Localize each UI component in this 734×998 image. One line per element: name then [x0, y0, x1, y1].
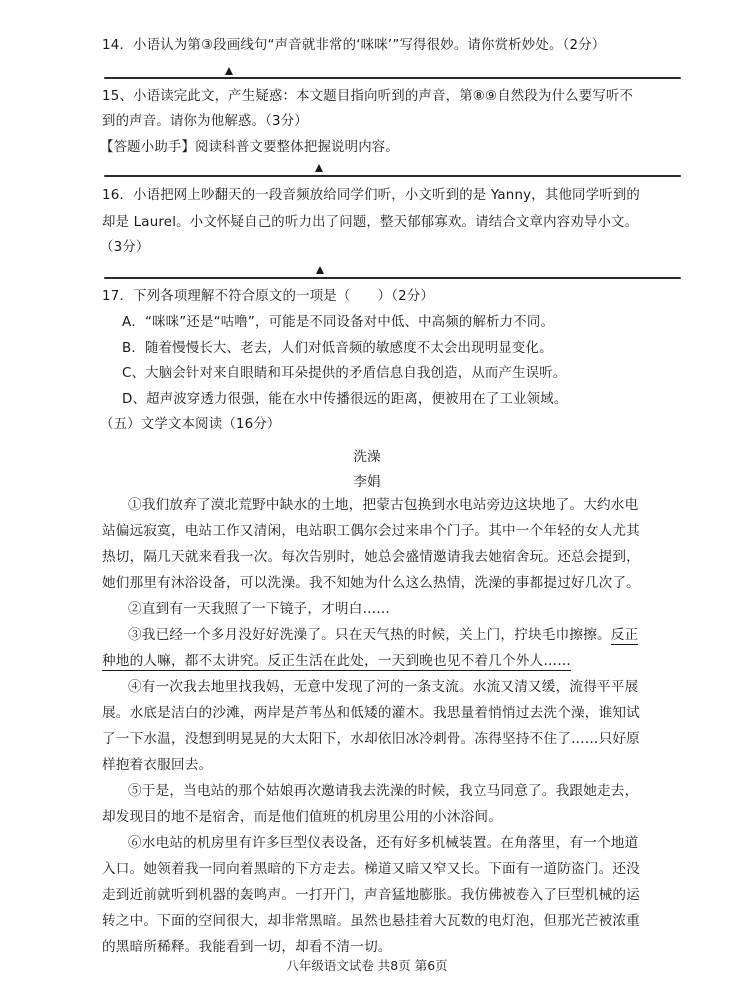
- question-16-line-1: 16．小语把网上吵翻天的一段音频放给同学们听，小文听到的是 Yanny，其他同学听到的: [102, 188, 641, 203]
- question-14: 14．小语认为第③段画线句“声音就非常的‘咪咪’”写得很妙。请你赏析妙处。（2分）: [102, 38, 606, 53]
- paragraph-1-line: ①我们放弃了漠北荒野中缺水的土地，把蒙古包换到水电站旁边这块地了。大约水电: [128, 497, 639, 513]
- option-a: A．“咪咪”还是“咕噜”，可能是不同设备对中低、中高频的解析力不同。: [122, 315, 555, 330]
- question-16-line-3: （3分）: [100, 240, 150, 255]
- answer-line-14: [104, 77, 681, 79]
- paragraph-2-line: ②直到有一天我照了一下镜子，才明白……: [128, 601, 391, 617]
- paragraph-4-line: 了一下水温，没想到明晃晃的大太阳下，水却依旧冰冷刺骨。冻得坚持不住了……只好原: [102, 731, 640, 747]
- question-15-line-1: 15、小语读完此文，产生疑惑：本文题目指向听到的声音，第⑧⑨自然段为什么要写听不: [102, 89, 634, 104]
- answer-line-16: [104, 277, 681, 279]
- paragraph-3-line: [128, 625, 638, 645]
- paragraph-4-line: 样抱着衣服回去。: [102, 757, 213, 773]
- paragraph-6-line: ⑥水电站的机房里有许多巨型仪表设备，还有好多机械装置。在角落里，有一个地道: [128, 835, 639, 851]
- paragraph-5-line: ⑤于是，当电站的那个姑娘再次邀请我去洗澡的时候，我立马同意了。我跟她走去，: [128, 783, 639, 799]
- article-title: 洗澡: [353, 449, 381, 465]
- answer-hint: 【答题小助手】阅读科普文要整体把握说明内容。: [100, 140, 399, 155]
- section-heading: （五）文学文本阅读（16分）: [100, 417, 281, 432]
- paragraph-3-text: ③我已经一个多月没好好洗澡了。只在天气热的时候，关上门，拧块毛巾擦擦。: [128, 627, 611, 643]
- answer-line-15: [104, 175, 681, 177]
- paragraph-4-line: 展。水底是洁白的沙滩，两岸是芦苇丛和低矮的灌木。我思量着悄悄过去洗个澡，谁知试: [102, 705, 640, 721]
- option-d: D、超声波穿透力很强，能在水中传播很远的距离，便被用在了工业领域。: [122, 392, 568, 407]
- paragraph-1-line: 热切，隔几天就来看我一次。每次告别时，她总会盛情邀请我去她宿舍玩。还总会提到，: [102, 549, 640, 565]
- paragraph-4-line: ④有一次我去地里找我妈，无意中发现了河的一条支流。水流又清又缓，流得平平展: [128, 679, 639, 695]
- paragraph-6-line: 走到近前就听到机器的轰鸣声。一打开门，声音猛地膨胀。我仿佛被卷入了巨型机械的运: [102, 887, 640, 903]
- option-b: B．随着慢慢长大、老去，人们对低音频的敏感度不太会出现明显变化。: [122, 341, 553, 356]
- paragraph-5-line: 却发现目的地不是宿舍，而是他们值班的机房里公用的小沐浴间。: [102, 809, 503, 825]
- paragraph-6-line: 的黑暗所稀释。我能看到一切，却看不清一切。: [102, 939, 392, 955]
- paragraph-3-line: [102, 651, 571, 671]
- option-c: C、大脑会针对来自眼睛和耳朵提供的矛盾信息自我创造，从而产生误听。: [122, 366, 567, 381]
- paragraph-6-line: 转之中。下面的空间很大，却非常黑暗。虽然也悬挂着大瓦数的电灯泡，但那光芒被浓重: [102, 913, 640, 929]
- question-16-line-2: 却是 Laurel。小文怀疑自己的听力出了问题，整天郁郁寡欢。请结合文章内容劝导小文。: [102, 215, 639, 230]
- question-17-stem: 17．下列各项理解不符合原文的一项是（ ）（2分）: [102, 289, 435, 304]
- paragraph-1-line: 她们那里有沐浴设备，可以洗澡。我不知她为什么这么热情，洗澡的事都提过好几次了。: [102, 575, 640, 591]
- underlined-sentence: 种地的人嘛，都不太讲究。反正生活在此处，一天到晚也见不着几个外人……: [102, 653, 571, 669]
- page-footer: 八年级语文试卷 共8页 第6页: [286, 958, 448, 973]
- article-author: 李娟: [353, 474, 381, 490]
- paragraph-1-line: 站偏远寂寞，电站工作又清闲，电站职工偶尔会过来串个门子。其中一个年轻的女人尤其: [102, 523, 640, 539]
- answer-marker-icon: [315, 164, 323, 172]
- paragraph-6-line: 入口。她领着我一同向着黑暗的下方走去。梯道又暗又窄又长。下面有一道防盗门。还没: [102, 861, 640, 877]
- question-15-line-2: 到的声音。请你为他解惑。（3分）: [102, 114, 308, 129]
- answer-marker-icon: [316, 266, 324, 274]
- answer-marker-icon: [225, 67, 233, 75]
- underlined-sentence: 反正: [610, 627, 639, 643]
